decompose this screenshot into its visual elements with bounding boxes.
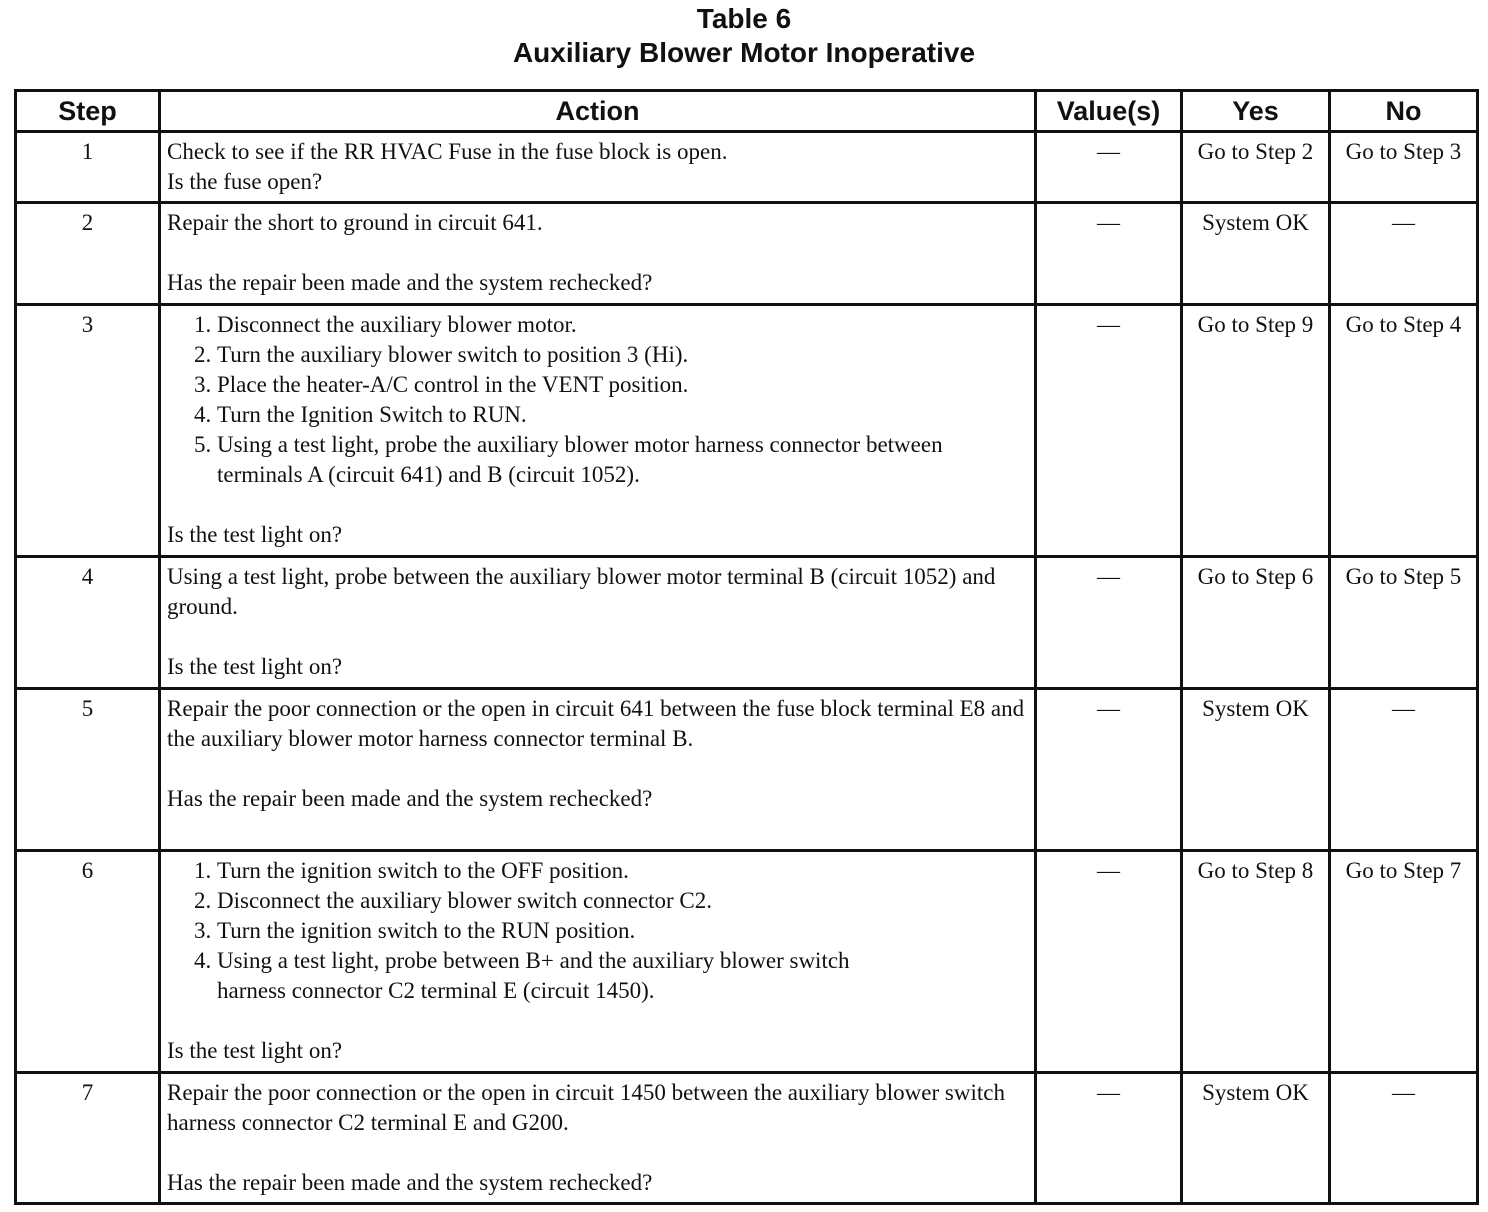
step-number: 1: [16, 132, 160, 203]
header-row: [16, 91, 1478, 132]
action-steps-list: [167, 310, 1028, 490]
value-cell: —: [1036, 689, 1182, 851]
value-cell: —: [1036, 305, 1182, 557]
list-item: 2. Disconnect the auxiliary blower switch connector C2.: [217, 886, 1028, 916]
action-question: Is the test light on?: [167, 522, 343, 547]
action-text: Repair the short to ground in circuit 641.: [167, 210, 543, 235]
action-cell: [160, 203, 1036, 305]
header-values: Value(s): [1036, 91, 1182, 132]
diagnostic-table: [14, 89, 1479, 1205]
header-step: Step: [16, 91, 160, 132]
table-row: [16, 132, 1478, 203]
list-item: 1. Disconnect the auxiliary blower motor.: [217, 310, 1028, 340]
list-item: 1. Turn the ignition switch to the OFF position.: [217, 856, 1028, 886]
action-cell: [160, 1073, 1036, 1204]
table-row: [16, 557, 1478, 689]
table-heading: Auxiliary Blower Motor Inoperative: [512, 37, 976, 68]
value-cell: —: [1036, 132, 1182, 203]
action-cell: [160, 557, 1036, 689]
step-number: 7: [16, 1073, 160, 1204]
table-row: [16, 203, 1478, 305]
list-item: 4. Turn the Ignition Switch to RUN.: [217, 400, 1028, 430]
list-item: 2. Turn the auxiliary blower switch to position 3 (Hi).: [217, 340, 1028, 370]
value-cell: —: [1036, 851, 1182, 1073]
step-number: 3: [16, 305, 160, 557]
step-number: 4: [16, 557, 160, 689]
step-number: 2: [16, 203, 160, 305]
header-no: No: [1330, 91, 1478, 132]
step-number: 5: [16, 689, 160, 851]
header-yes: Yes: [1182, 91, 1330, 132]
no-cell: —: [1330, 1073, 1478, 1204]
value-cell: —: [1036, 557, 1182, 689]
value-cell: —: [1036, 1073, 1182, 1204]
table-row: [16, 305, 1478, 557]
action-text: Check to see if the RR HVAC Fuse in the fuse block is open.: [167, 139, 728, 164]
list-item: 3. Place the heater-A/C control in the VENT position.: [217, 370, 1028, 400]
action-cell: [160, 689, 1036, 851]
action-cell: [160, 305, 1036, 557]
no-cell: Go to Step 4: [1330, 305, 1478, 557]
header-action: Action: [160, 91, 1036, 132]
yes-cell: Go to Step 2: [1182, 132, 1330, 203]
table-row: [16, 851, 1478, 1073]
action-question: Is the fuse open?: [167, 169, 323, 194]
list-item: 4. Using a test light, probe between B+ and the auxiliary blower switch harness connector C2 terminal E (circuit 1450).: [217, 946, 1028, 1006]
action-question: Is the test light on?: [167, 654, 343, 679]
action-text: Repair the poor connection or the open in circuit 641 between the fuse block terminal E8 and the auxiliary blower motor harness connector terminal B.: [167, 696, 1025, 751]
action-cell: [160, 132, 1036, 203]
action-question: Has the repair been made and the system rechecked?: [167, 270, 653, 295]
action-text: Repair the poor connection or the open in circuit 1450 between the auxiliary blower switch harness connector C2 terminal E and G200.: [167, 1080, 1005, 1135]
yes-cell: System OK: [1182, 203, 1330, 305]
table-number: Table 6: [696, 3, 792, 34]
action-text: Using a test light, probe between the auxiliary blower motor terminal B (circuit 1052) and ground.: [167, 564, 996, 619]
action-question: Has the repair been made and the system rechecked?: [167, 786, 653, 811]
action-steps-list: [167, 856, 1028, 1006]
no-cell: Go to Step 7: [1330, 851, 1478, 1073]
no-cell: Go to Step 3: [1330, 132, 1478, 203]
yes-cell: Go to Step 6: [1182, 557, 1330, 689]
yes-cell: System OK: [1182, 689, 1330, 851]
action-cell: [160, 851, 1036, 1073]
table-row: [16, 1073, 1478, 1204]
no-cell: —: [1330, 689, 1478, 851]
no-cell: —: [1330, 203, 1478, 305]
value-cell: —: [1036, 203, 1182, 305]
table-title: [0, 2, 1488, 70]
step-number: 6: [16, 851, 160, 1073]
list-item: 3. Turn the ignition switch to the RUN position.: [217, 916, 1028, 946]
yes-cell: Go to Step 9: [1182, 305, 1330, 557]
action-question: Is the test light on?: [167, 1038, 343, 1063]
yes-cell: Go to Step 8: [1182, 851, 1330, 1073]
list-item: 5. Using a test light, probe the auxiliary blower motor harness connector between terminals A (circuit 641) and B (circuit 1052).: [217, 430, 1028, 490]
no-cell: Go to Step 5: [1330, 557, 1478, 689]
yes-cell: System OK: [1182, 1073, 1330, 1204]
action-question: Has the repair been made and the system rechecked?: [167, 1170, 653, 1195]
table-row: [16, 689, 1478, 851]
